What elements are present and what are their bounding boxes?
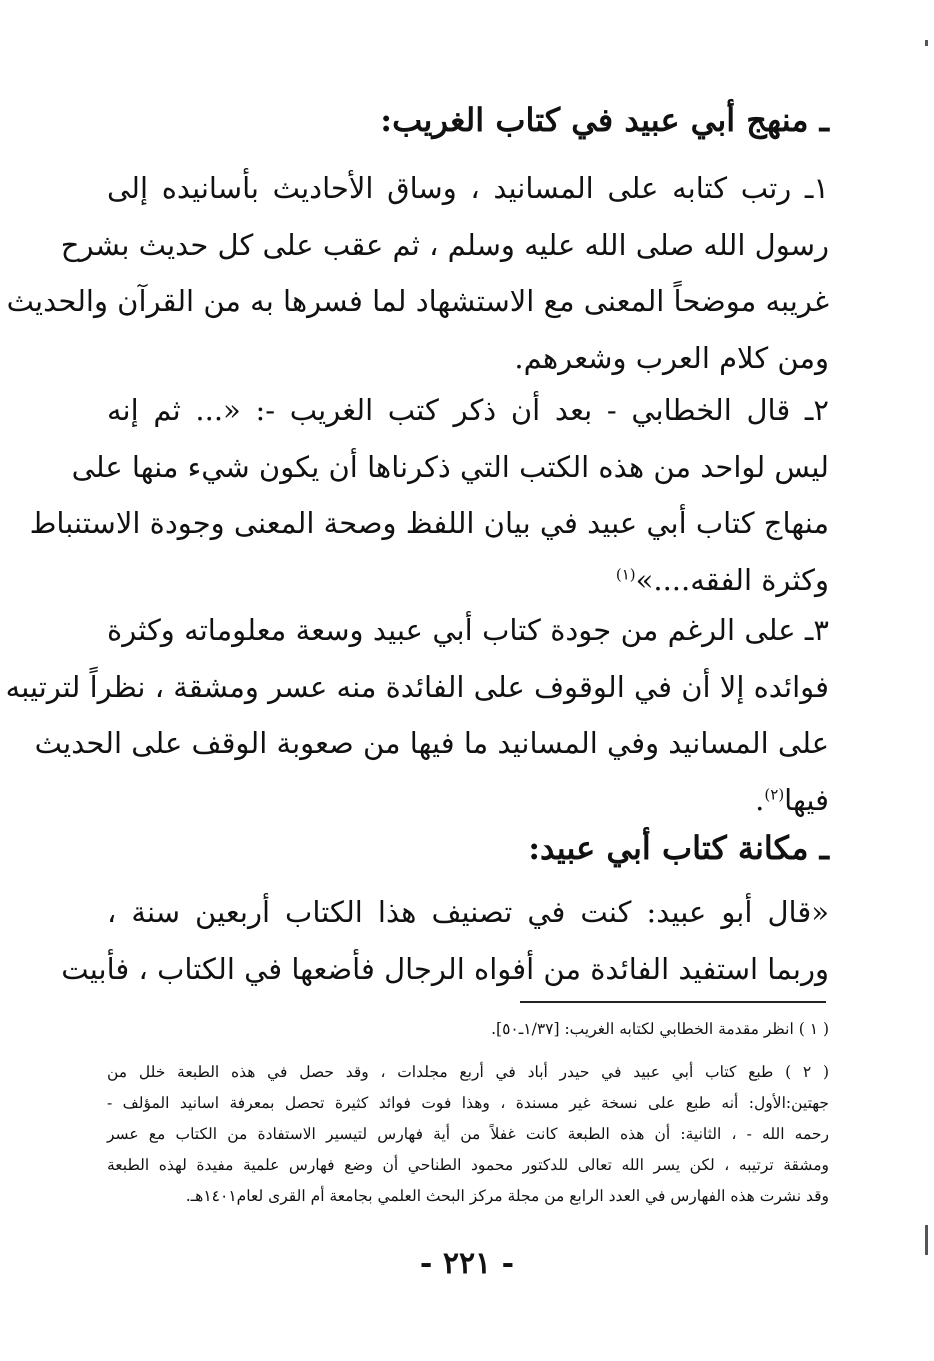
footnote-2-line: ( ٢ ) طبع كتاب أبي عبيد في حيدر أباد في أربع مجلدات ، وقد حصل في هذه الطبعة خلل من xyxy=(107,1063,830,1081)
paragraph-2-line-text: وكثرة الفقه....» xyxy=(635,562,829,597)
footnote-marker-1: (١) xyxy=(615,564,636,583)
paragraph-4-line: وربما استفيد الفائدة من أفواه الرجال فأضعها في الكتاب ، فأبيت xyxy=(61,951,829,986)
paragraph-2-line: ٢ـ قال الخطابي - بعد أن ذكر كتب الغريب -: «... ثم إنه xyxy=(107,393,829,427)
footnote-1: ( ١ ) انظر مقدمة الخطابي لكتابه الغريب: [١/٣٧ـ٥٠]. xyxy=(491,1020,829,1038)
paragraph-2 xyxy=(29,382,829,608)
paragraph-3-line xyxy=(107,772,829,829)
scan-edge-mark xyxy=(925,40,928,46)
section-heading-status: ـ مكانة كتاب أبي عبيد: xyxy=(528,829,829,867)
paragraph-2-line xyxy=(107,552,829,609)
paragraph-3-line: ٣ـ على الرغم من جودة كتاب أبي عبيد وسعة معلوماته وكثرة xyxy=(107,613,829,647)
paragraph-1-line: ومن كلام العرب وشعرهم. xyxy=(514,340,829,375)
footnotes xyxy=(107,1014,829,1212)
paragraph-4 xyxy=(61,884,829,997)
paragraph-3-line: على المسانيد وفي المسانيد ما فيها من صعوبة الوقف على الحديث xyxy=(34,726,829,760)
paragraph-2-line: منهاج كتاب أبي عبيد في بيان اللفظ وصحة المعنى وجودة الاستنباط xyxy=(29,506,829,540)
scan-edge-mark xyxy=(925,1225,928,1255)
paragraph-3-line: فوائده إلا أن في الوقوف على الفائدة منه عسر ومشقة ، نظراً لترتيبه xyxy=(5,669,829,704)
paragraph-2-line: ليس لواحد من هذه الكتب التي ذكرناها أن يكون شيء منها على xyxy=(71,449,829,484)
paragraph-3-line-end: . xyxy=(755,782,765,817)
paragraph-1-line: ١ـ رتب كتابه على المسانيد ، وساق الأحاديث بأسانيده إلى xyxy=(107,171,829,205)
paragraph-3 xyxy=(5,602,829,828)
paragraph-4-line: «قال أبو عبيد: كنت في تصنيف هذا الكتاب أربعين سنة ، xyxy=(107,895,829,929)
footnote-2-line: جهتين:الأول: أنه طبع على نسخة غير مسندة ، وهذا فوت فوائد كثيرة تحصل بمعرفة اسانيد المؤلف - xyxy=(107,1094,829,1112)
paragraph-1 xyxy=(6,160,829,386)
paragraph-1-line: غريبه موضحاً المعنى مع الاستشهاد لما فسرها به من القرآن والحديث xyxy=(6,284,829,318)
footnote-2-line: ومشقة ترتيبه ، لكن يسر الله تعالى للدكتور محمود الطناحي أن وضع فهارس علمية مفيدة لهذه الطبعة xyxy=(107,1156,829,1174)
paragraph-1-line: رسول الله صلى الله عليه وسلم ، ثم عقب على كل حديث بشرح xyxy=(60,227,829,262)
footnote-marker-2: (٢) xyxy=(764,784,785,803)
footnote-2-line: رحمه الله - ، الثانية: أن هذه الطبعة كانت غفلاً من أية فهارس لتيسير الاستفادة من الكتاب مع عسر xyxy=(107,1125,829,1143)
paragraph-3-line-text: فيها xyxy=(784,782,829,817)
footnote-separator xyxy=(520,1001,826,1003)
section-heading-method: ـ منهج أبي عبيد في كتاب الغريب: xyxy=(380,101,829,139)
footnote-2-line: وقد نشرت هذه الفهارس في العدد الرابع من مجلة مركز البحث العلمي بجامعة أم القرى لعام١٤٠١هـ. xyxy=(185,1187,829,1205)
page-number: - ٢٢١ - xyxy=(419,1246,515,1281)
